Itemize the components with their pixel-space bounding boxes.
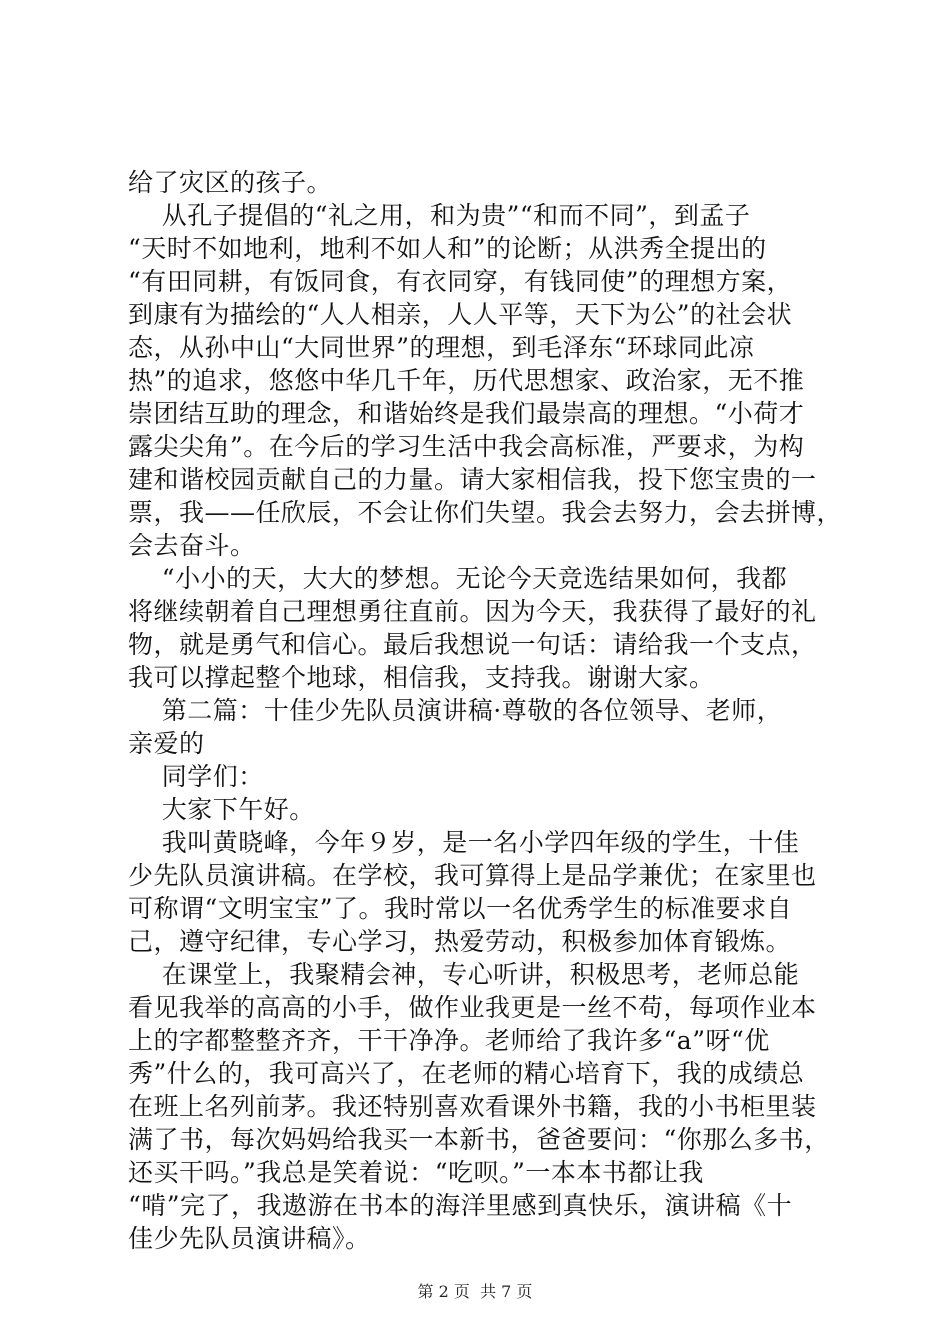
text-line: 在课堂上，我聚精会神，专心听讲，积极思考，老师总能 [128, 960, 800, 989]
text-line: 秀”什么的，我可高兴了，在老师的精心培育下，我的成绩总 [128, 1059, 805, 1088]
text-line: 上的字都整整齐齐，干干净净。老师给了我许多“a”呀“优 [128, 1026, 770, 1055]
text-line: 票，我——任欣辰，不会让你们失望。我会去努力，会去拼博， [128, 498, 843, 527]
text-line: 己，遵守纪律，专心学习，热爱劳动，积极参加体育锻炼。 [128, 927, 792, 956]
text-line: 大家下午好。 [128, 795, 315, 824]
text-line: 热”的追求，悠悠中华几千年，历代思想家、政治家，无不推 [128, 366, 805, 395]
text-line: “有田同耕，有饭同食，有衣同穿，有钱同使”的理想方案， [128, 267, 793, 296]
text-line: “小小的天，大大的梦想。无论今天竞选结果如何，我都 [128, 564, 788, 593]
text-line: 给了灾区的孩子。 [128, 168, 333, 197]
text-line: 会去奋斗。 [128, 531, 256, 560]
text-line: 还买干吗。”我总是笑着说：“吃呗。”一本本书都让我 [128, 1158, 704, 1187]
text-line: 物，就是勇气和信心。最后我想说一句话：请给我一个支点， [128, 630, 817, 659]
body-text [128, 166, 850, 1255]
text-line: 可称谓“文明宝宝”了。我时常以一名优秀学生的标准要求自 [128, 894, 793, 923]
text-line: 我叫黄晓峰，今年９岁，是一名小学四年级的学生，十佳 [128, 828, 800, 857]
text-line: 将继续朝着自己理想勇往直前。因为今天，我获得了最好的礼 [128, 597, 817, 626]
text-line: “天时不如地利，地利不如人和”的论断；从洪秀全提出的 [128, 234, 767, 263]
text-line: 建和谐校园贡献自己的力量。请大家相信我，投下您宝贵的一 [128, 465, 817, 494]
page-footer: 第 2 页 共 7 页 [417, 1282, 533, 1301]
text-line: 露尖尖角”。在今后的学习生活中我会高标准，严要求，为构 [128, 432, 805, 461]
text-line: 在班上名列前茅。我还特别喜欢看课外书籍，我的小书柜里装 [128, 1092, 817, 1121]
text-line: 亲爱的 [128, 729, 205, 758]
text-line: 崇团结互助的理念，和谐始终是我们最崇高的理想。“小荷才 [128, 399, 805, 428]
text-line: “啃”完了，我遨游在书本的海洋里感到真快乐，演讲稿《十 [128, 1191, 793, 1220]
text-line: 少先队员演讲稿。在学校，我可算得上是品学兼优；在家里也 [128, 861, 817, 890]
text-line: 到康有为描绘的“人人相亲，人人平等，天下为公”的社会状 [128, 300, 793, 329]
text-line: 从孔子提倡的“礼之用，和为贵”“和而不同”，到孟子 [128, 201, 751, 230]
text-line: 第二篇：十佳少先队员演讲稿·尊敬的各位领导、老师， [128, 696, 783, 725]
text-line: 我可以撑起整个地球，相信我，支持我。谢谢大家。 [128, 663, 715, 692]
text-line: 看见我举的高高的小手，做作业我更是一丝不苟，每项作业本 [128, 993, 817, 1022]
text-line: 同学们： [128, 762, 264, 791]
text-line: 佳少先队员演讲稿》。 [128, 1224, 371, 1253]
text-line: 态，从孙中山“大同世界”的理想，到毛泽东“环球同此凉 [128, 333, 755, 362]
text-line: 满了书，每次妈妈给我买一本新书，爸爸要问：“你那么多书， [128, 1125, 830, 1154]
